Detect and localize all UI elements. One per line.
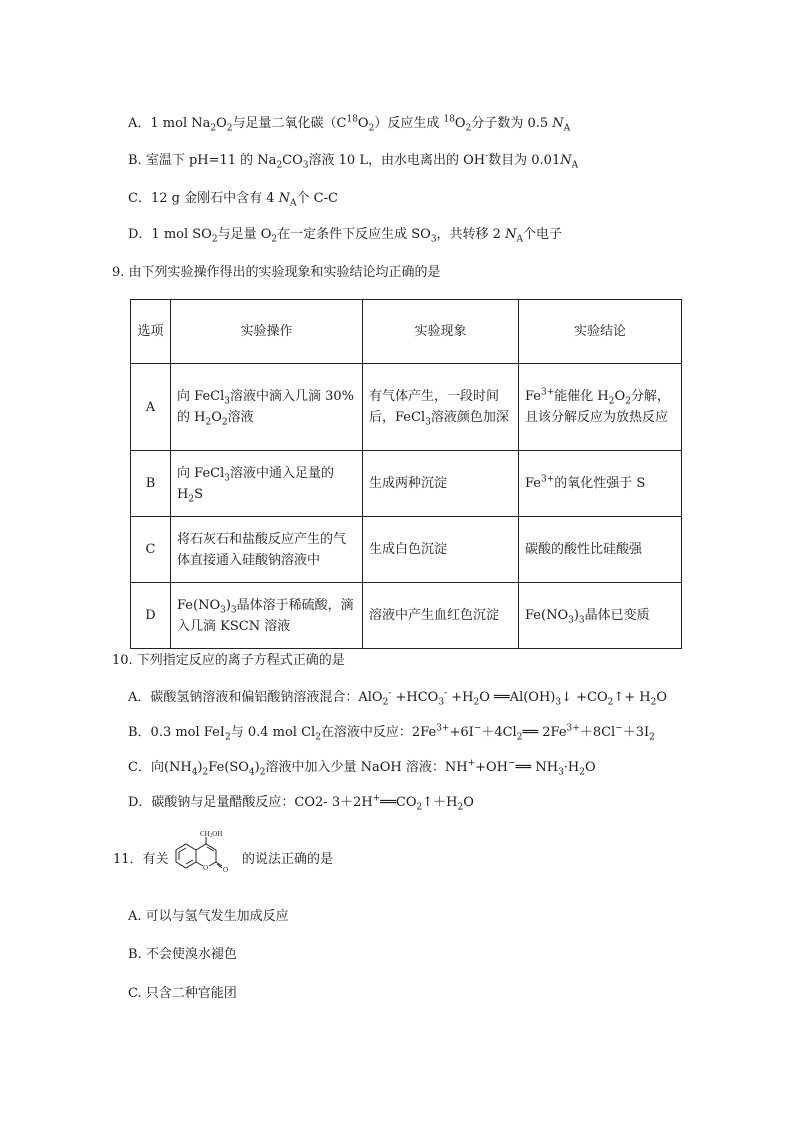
row-key: A <box>131 364 171 451</box>
mol-ring-oxygen: O <box>203 864 209 872</box>
row-operation: $Fe(NO_3)_3$晶体溶于稀硫酸，滴入几滴 KSCN 溶液 <box>171 583 363 649</box>
mol-carbonyl-oxygen: O <box>223 866 229 874</box>
table-row <box>131 451 682 517</box>
q10-option-b: B．0.3 mol FeI$_2$与 0.4 mol $Cl_2$在溶液中反应：$2Fe^{3+}+6I^-+4Cl_2══$ $2Fe^{3+}+8Cl^-+3I_2$ <box>128 723 655 743</box>
row-operation: 向 FeCl$_3$溶液中滴入几滴 30%的 $H_2O_2$溶液 <box>171 364 363 451</box>
q9-stem: 9. 由下列实验操作得出的实验现象和实验结论均正确的是 <box>112 265 441 280</box>
row-phenomenon: 生成白色沉淀 <box>363 517 519 583</box>
q11-option-b: B. 不会使溴水褪色 <box>128 947 237 962</box>
row-conclusion: $Fe(NO_3)_3$晶体已变质 <box>519 583 682 649</box>
q11-option-c: C. 只含二种官能团 <box>128 986 237 1001</box>
q11-pre: 11．有关 <box>113 852 169 867</box>
q8-option-a: A．1 mol $Na_2O_2$与足量二氧化碳$(C^{18}O_2)$反应生成 $^{18}O_2$分子数为 0.5 $N_A$ <box>128 114 571 134</box>
q8-option-d: D．1 mol $SO_2$与足量 $O_2$在一定条件下反应生成 $SO_3$，共转移 2 $N_A$个电子 <box>128 227 562 245</box>
table-row <box>131 517 682 583</box>
q11-post: 的说法正确的是 <box>242 852 334 867</box>
row-operation: 向 FeCl$_3$溶液中通入足量的 $H_2S$ <box>171 451 363 517</box>
q8-option-b: B. 室温下 pH=11 的 $Na_2CO_3$溶液 10 L，由水电离出的 OH-数目为 $0.01N_A$ <box>128 151 579 171</box>
row-phenomenon: 溶液中产生血红色沉淀 <box>363 583 519 649</box>
header-conclusion: 实验结论 <box>519 300 682 364</box>
q10-option-a: A．碳酸氢钠溶液和偏铝酸钠溶液混合：$AlO_2^- +HCO_3^- +H_2O$ $══Al(OH)_3↓$ $+CO_2↑+ H_2O$ <box>128 688 668 708</box>
q8-option-c: C．12 g 金刚石中含有 4 $N_A$个 C-C <box>128 191 338 209</box>
header-option: 选项 <box>131 300 171 364</box>
q10-option-c: C．向$(NH_4)_2Fe(SO_4)_2$溶液中加入少量 NaOH 溶液：NH++OH−══ $NH_3\cdot H_2O$ <box>128 758 596 778</box>
table-row <box>131 364 682 451</box>
row-key: C <box>131 517 171 583</box>
q11-option-a: A. 可以与氢气发生加成反应 <box>128 909 289 924</box>
row-conclusion: 碳酸的酸性比硅酸强 <box>519 517 682 583</box>
q10-stem: 10. 下列指定反应的离子方程式正确的是 <box>112 653 345 668</box>
row-operation: 将石灰石和盐酸反应产生的气体直接通入硅酸钠溶液中 <box>171 517 363 583</box>
q10-option-d: D．碳酸钠与足量醋酸反应：CO2- $3+2H^+══CO_2↑+H_2O$ <box>128 793 474 813</box>
table-header-row <box>131 300 682 364</box>
table-row <box>131 583 682 649</box>
row-conclusion: $Fe^{3+}$的氧化性强于 S <box>519 451 682 517</box>
row-key: D <box>131 583 171 649</box>
row-conclusion: $Fe^{3+}$能催化 $H_2O_2$分解，且该分解反应为放热反应 <box>519 364 682 451</box>
mol-label-ch2oh: CH2OH <box>200 830 223 839</box>
q9-table <box>130 299 682 649</box>
header-phenomenon: 实验现象 <box>363 300 519 364</box>
row-phenomenon: 生成两种沉淀 <box>363 451 519 517</box>
row-key: B <box>131 451 171 517</box>
header-operation: 实验操作 <box>171 300 363 364</box>
molecule-structure-image <box>166 828 246 878</box>
row-phenomenon: 有气体产生，一段时间后，FeCl$_3$溶液颜色加深 <box>363 364 519 451</box>
